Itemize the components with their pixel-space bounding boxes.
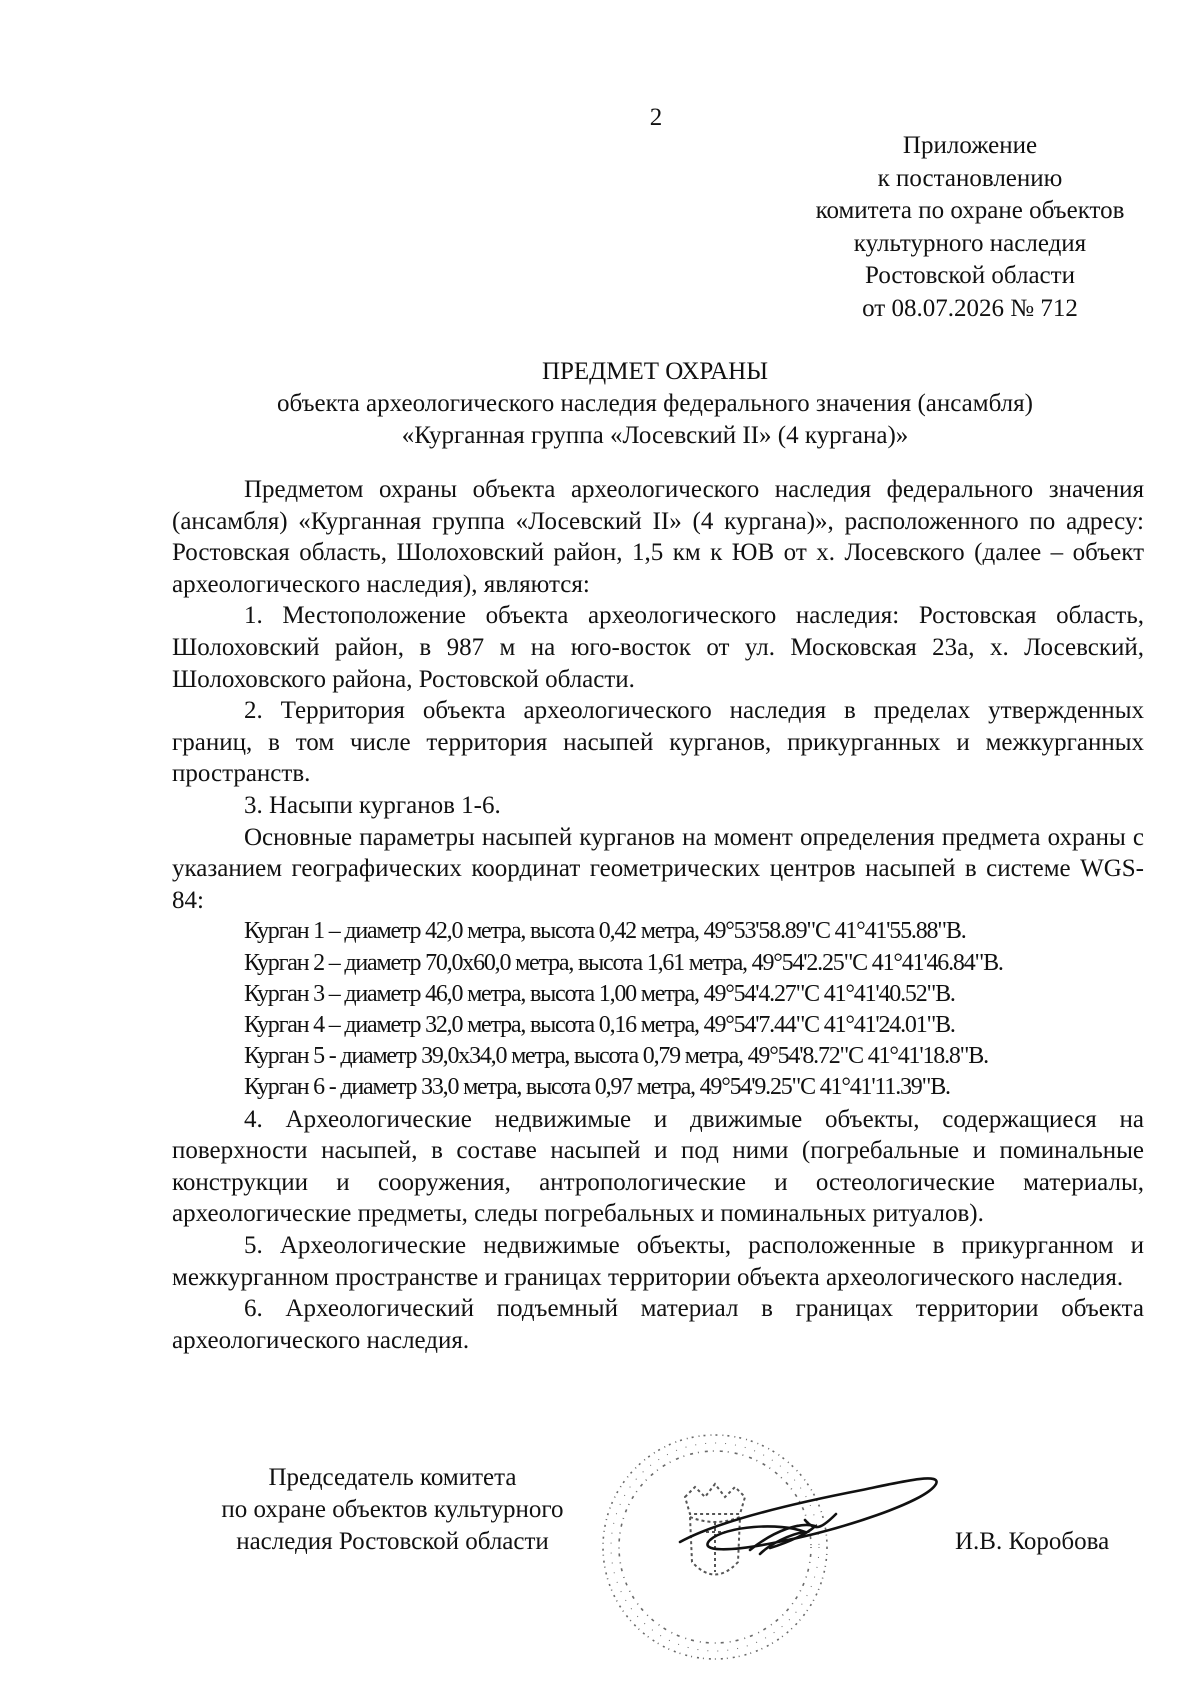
title-heading: ПРЕДМЕТ ОХРАНЫ <box>541 358 769 385</box>
title-subline: объекта археологического наследия федерального значения (ансамбля) <box>277 390 1033 417</box>
item-6-surface-material: 6. Археологический подъемный материал в границах территории объекта археологического наследия. <box>172 1295 1144 1354</box>
document-title <box>150 356 1160 452</box>
page-number: 2 <box>649 104 663 131</box>
position-line: Председатель комитета <box>268 1464 517 1491</box>
appendix-line: Приложение <box>902 132 1038 159</box>
signatory-position <box>175 1462 610 1558</box>
handwritten-signature <box>680 1478 937 1554</box>
kurgan-1-line: Курган 1 – диаметр 42,0 метра, высота 0,42 метра, 49°53'58.89"С 41°41'55.88"В. <box>244 918 966 945</box>
item-2-territory: 2. Территория объекта археологического наследия в пределах утвержденных границ, в том числе территория насыпей курганов, прикурганных и межкурганных пространств. <box>172 697 1144 788</box>
kurgan-6-line: Курган 6 - диаметр 33,0 метра, высота 0,97 метра, 49°54'9.25"С 41°41'11.39"В. <box>244 1074 950 1101</box>
kurgan-3-line: Курган 3 – диаметр 46,0 метра, высота 1,00 метра, 49°54'4.27"С 41°41'40.52"В. <box>244 980 955 1007</box>
item-3-mounds: 3. Насыпи курганов 1-6. <box>244 791 501 819</box>
appendix-line: Ростовской области <box>865 262 1075 289</box>
title-object-name: «Курганная группа «Лосевский II» (4 кургана)» <box>401 422 909 449</box>
item-4-objects: 4. Археологические недвижимые и движимые объекты, содержащиеся на поверхности насыпей, в составе насыпей и под ними (погребальные и поминальные конструкции и сооружения, антропологические и остеологические материалы, археологические предметы, следы погребальных и поминальных ритуалов). <box>172 1105 1144 1228</box>
appendix-header <box>720 130 1200 325</box>
signer-name: И.В. Коробова <box>955 1528 1110 1555</box>
appendix-line: к постановлению <box>877 164 1063 192</box>
intro-paragraph: Предметом охраны объекта археологического наследия федерального значения (ансамбля) «Курганная группа «Лосевский II» (4 кургана)», расположенного по адресу: Ростовская область, Шолоховский район, 1,5 км к ЮВ от х. Лосевского (далее – объект археологического наследия), являются: <box>172 476 1144 598</box>
kurgan-4-line: Курган 4 – диаметр 32,0 метра, высота 0,16 метра, 49°54'7.44"С 41°41'24.01"В. <box>244 1011 955 1038</box>
appendix-line: культурного наследия <box>853 229 1087 257</box>
appendix-line: комитета по охране объектов <box>815 197 1125 224</box>
document-body <box>172 474 1144 1356</box>
position-line: по охране объектов культурного <box>221 1496 564 1523</box>
item-5-immovable-objects: 5. Археологические недвижимые объекты, расположенные в прикурганном и межкурганном пространстве и границах территории объекта археологического наследия. <box>172 1231 1144 1291</box>
parameters-paragraph: Основные параметры насыпей курганов на момент определения предмета охраны с указанием географических координат геометрических центров насыпей в системе WGS-84: <box>172 823 1144 914</box>
official-seal-and-signature <box>600 1402 950 1692</box>
item-1-location: 1. Местоположение объекта археологического наследия: Ростовская область, Шолоховский район, в 987 м на юго-восток от ул. Московская 23а, х. Лосевский, Шолоховского района, Ростовской области. <box>172 602 1144 693</box>
position-line: наследия Ростовской области <box>236 1528 549 1555</box>
kurgan-2-line: Курган 2 – диаметр 70,0х60,0 метра, высота 1,61 метра, 49°54'2.25"С 41°41'46.84"В. <box>244 949 1003 976</box>
kurgan-5-line: Курган 5 - диаметр 39,0х34,0 метра, высота 0,79 метра, 49°54'8.72"С 41°41'18.8"В. <box>244 1043 988 1070</box>
appendix-date-number: от 08.07.2026 № 712 <box>862 294 1078 322</box>
